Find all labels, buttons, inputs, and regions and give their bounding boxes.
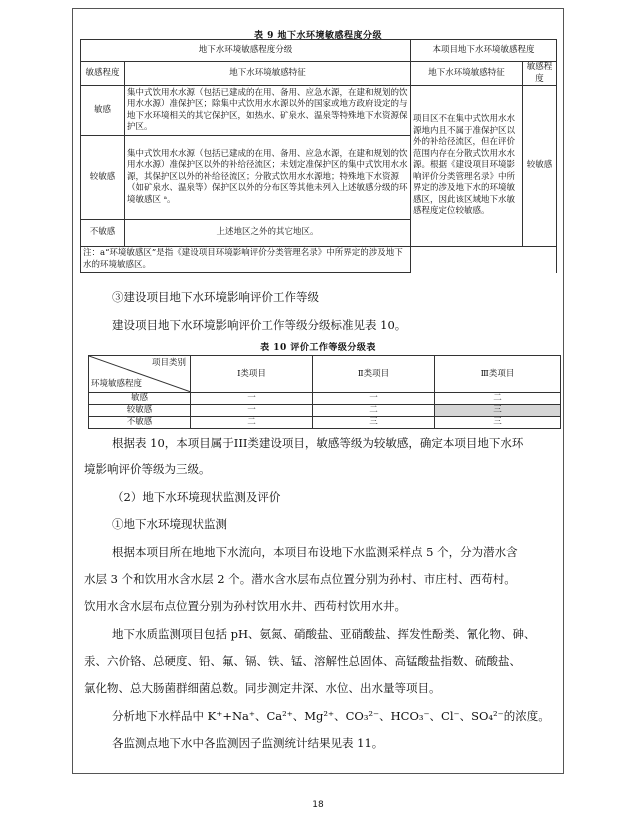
table9-row-level: 敏感	[81, 86, 125, 136]
table10-diag-bottom: 环境敏感程度	[91, 379, 143, 389]
table10-header: Ⅲ类项目	[435, 356, 561, 393]
table10-cell: 三	[313, 417, 435, 429]
subsection-heading: ①地下水环境现状监测	[112, 517, 227, 531]
table9-col-feature-right: 地下水环境敏感特征	[411, 62, 523, 86]
table9-col-feature: 地下水环境敏感特征	[125, 62, 411, 86]
table10-cell: 二	[435, 393, 561, 405]
table9-row-feature: 集中式饮用水水源（包括已建成的在用、备用、应急水源，在建和规划的饮用水水源）准保护区；除集中式饮用水水源以外的国家或地方政府设定的与地下水环境相关的其它保护区，如热水、矿泉水、温泉等特殊地下水资源保护区。	[125, 86, 411, 136]
body-line: 氯化物、总大肠菌群细菌总数。同步测定井深、水位、出水量等项目。	[84, 681, 441, 695]
table10-cell: 一	[313, 393, 435, 405]
body-line: 境影响评价等级为三级。	[84, 462, 211, 476]
para-grade-intro: 建设项目地下水环境影响评价工作等级分级标准见表 10。	[112, 318, 407, 332]
table9-right-header: 本项目地下水环境敏感程度	[411, 40, 557, 62]
table10-cell: 一	[191, 393, 313, 405]
body-line: 各监测点地下水中各监测因子监测统计结果见表 11。	[112, 736, 384, 750]
table9-row-level: 不敏感	[81, 220, 125, 247]
section-heading: （2）地下水环境现状监测及评价	[112, 490, 281, 504]
table9-col-level-right: 敏感程度	[523, 62, 557, 86]
table10-diag-top: 项目类别	[151, 358, 186, 368]
table10-diagonal-header	[89, 356, 191, 393]
body-line: 汞、六价铬、总硬度、铅、氟、镉、铁、锰、溶解性总固体、高锰酸盐指数、硫酸盐、	[84, 654, 521, 668]
table9-col-level: 敏感程度	[81, 62, 125, 86]
table10-cell: 二	[191, 417, 313, 429]
table10-cell-highlighted: 三	[435, 405, 561, 417]
table10-cell: 一	[191, 405, 313, 417]
body-line: 根据表 10，本项目属于III类建设项目，敏感等级为较敏感，确定本项目地下水环	[112, 436, 524, 450]
body-line: 水层 3 个和饮用水含水层 2 个。潜水含水层布点位置分别为孙村、市庄村、西苟村。	[84, 572, 516, 586]
table9-project-feature: 项目区不在集中式饮用水水源地内且不属于准保护区以外的补给径流区，但在评价范围内存在分散式饮用水水源。根据《建设项目环境影响评价分类管理名录》中所界定的涉及地下水的环境敏感区，因此该区域地下水敏感程度定位较敏感。	[411, 86, 523, 247]
body-line: 饮用水含水层布点位置分别为孙村饮用水井、西苟村饮用水井。	[84, 599, 406, 613]
table9-row-feature: 集中式饮用水水源（包括已建成的在用、备用、应急水源，在建和规划的饮用水水源）准保护区以外的补给径流区；未划定准保护区的集中式饮用水水源，其保护区以外的补给径流区；分散式饮用水水源地；特殊地下水资源（如矿泉水、温泉等）保护区以外的分布区等其他未列入上述敏感分级的环境敏感区 ᵃ。	[125, 136, 411, 220]
table9-caption: 表 9 地下水环境敏感程度分级	[253, 31, 383, 41]
table10	[88, 355, 561, 429]
table10-row-label: 较敏感	[89, 405, 191, 417]
page-number: 18	[312, 800, 324, 810]
body-line: 根据本项目所在地地下水流向，本项目布设地下水监测采样点 5 个，分为潜水含	[112, 545, 518, 559]
table9-left-header: 地下水环境敏感程度分级	[81, 40, 411, 62]
table10-row-label: 不敏感	[89, 417, 191, 429]
table9-project-level: 较敏感	[523, 86, 557, 247]
table10-cell: 二	[313, 405, 435, 417]
table10-cell: 三	[435, 417, 561, 429]
table10-caption: 表 10 评价工作等级分级表	[260, 343, 376, 353]
table9-note: 注：a“环境敏感区”是指《建设项目环境影响评价分类管理名录》中所界定的涉及地下水的环境敏感区。	[81, 247, 411, 273]
table9-row-feature: 上述地区之外的其它地区。	[125, 220, 411, 247]
body-line: 地下水质监测项目包括 pH、氨氮、硝酸盐、亚硝酸盐、挥发性酚类、氰化物、砷、	[112, 627, 536, 641]
table9-row-level: 较敏感	[81, 136, 125, 220]
table9	[80, 39, 557, 273]
table10-header: Ⅱ类项目	[313, 356, 435, 393]
para-grade-title: ③建设项目地下水环境影响评价工作等级	[112, 290, 319, 304]
table10-row-label: 敏感	[89, 393, 191, 405]
body-line-ions: 分析地下水样品中 K⁺+Na⁺、Ca²⁺、Mg²⁺、CO₃²⁻、HCO₃⁻、Cl⁻、SO₄²⁻的浓度。	[112, 709, 550, 723]
table10-header: Ⅰ类项目	[191, 356, 313, 393]
